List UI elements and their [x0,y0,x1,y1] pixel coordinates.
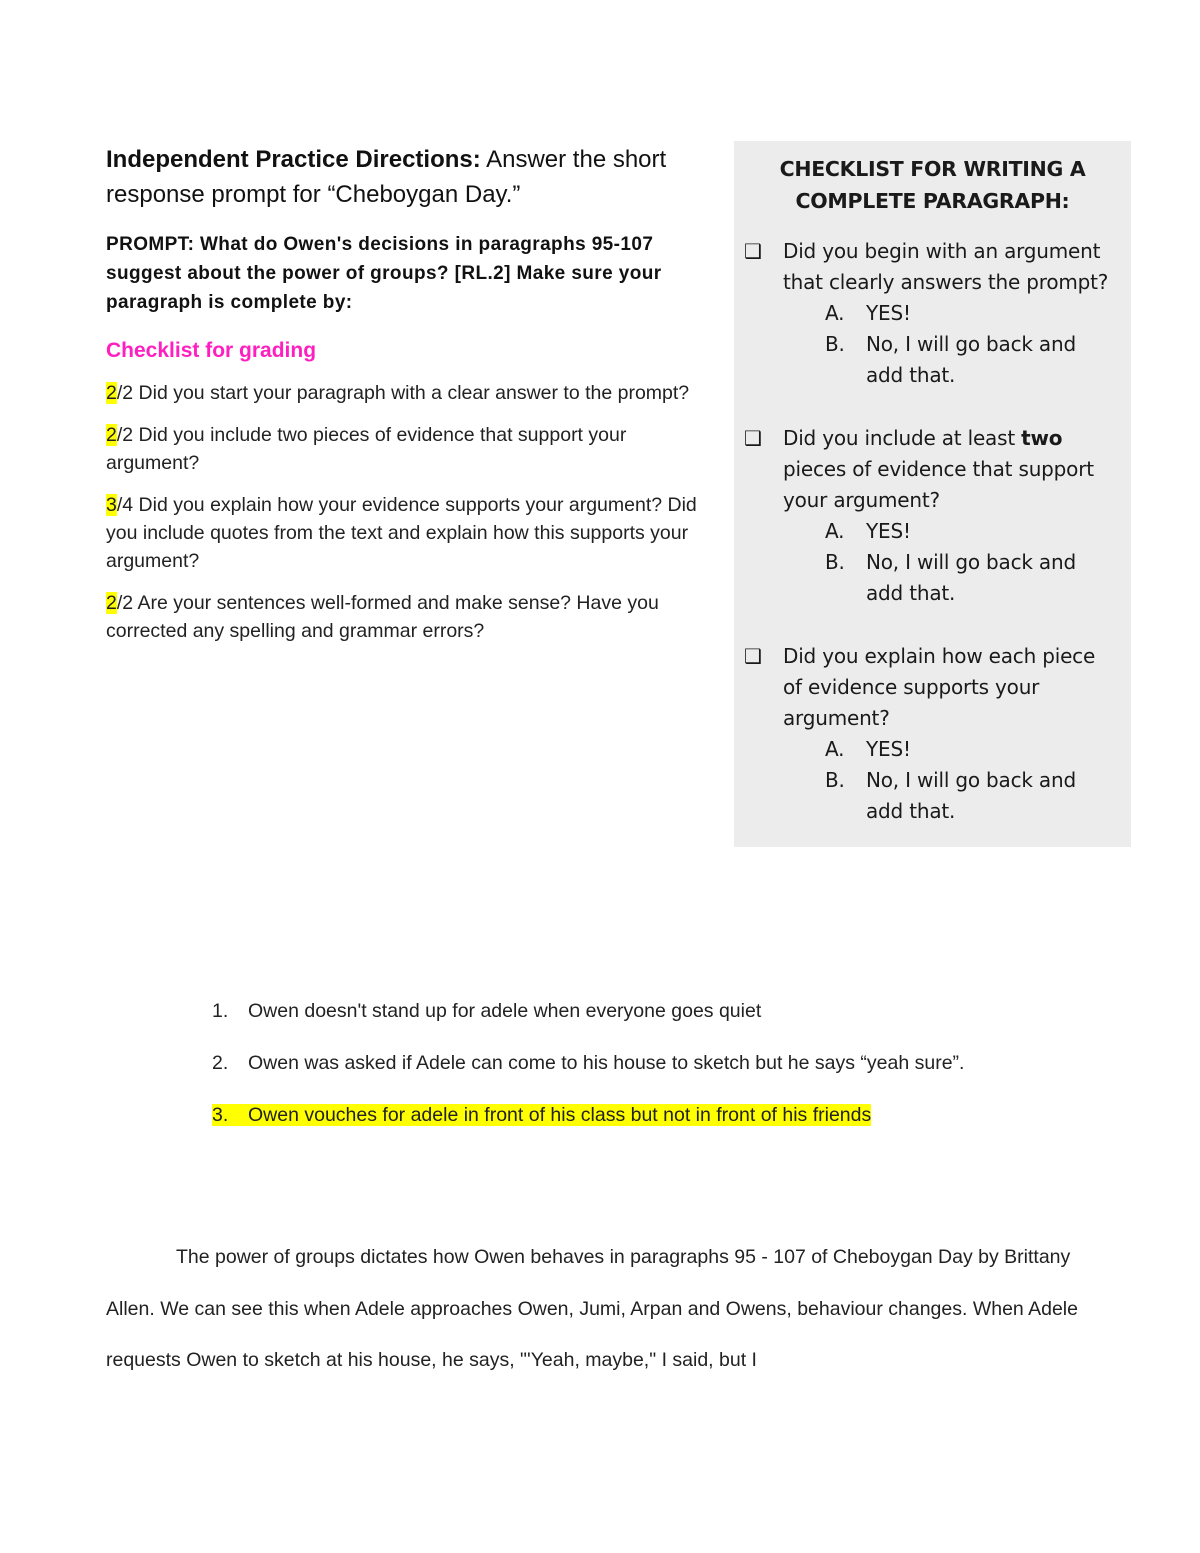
option-b [825,329,1134,391]
criterion-text: /2 Did you start your paragraph with a clear answer to the prompt? [116,382,690,404]
checklist-question-1 [744,236,1134,391]
checklist-title-line: COMPLETE PARAGRAPH: [795,189,1070,213]
question-line-plain: Did you include at least [783,426,1022,450]
option-text: No, I will go back and [866,332,1076,356]
option-letter: B. [825,550,845,574]
list-item [212,1048,1112,1078]
score-highlight: 2 [106,592,117,614]
score-highlight: 2 [106,382,117,404]
question-text [783,423,1134,516]
option-letter: A. [825,519,845,543]
left-column [106,142,721,645]
option-a [825,734,1134,765]
option-text: YES! [866,519,911,543]
checklist-title-line: CHECKLIST FOR WRITING A [779,157,1086,181]
prompt: PROMPT: What do Owen's decisions in paragraphs 95-107 suggest about the power of groups? [RL.2] Make sure your paragraph is complete by: [106,234,662,313]
list-number: 3. [212,1104,229,1126]
option-b [825,765,1134,827]
option-letter: B. [825,332,845,356]
checklist-question-2 [744,423,1134,609]
question-text [783,236,1134,298]
directions [106,142,721,212]
criterion-text: /4 Did you explain how your evidence supports your argument? Did you include quotes from the text and explain how this supports your argument? [106,494,697,572]
list-text: Owen was asked if Adele can come to his house to sketch but he says “yeah sure”. [248,1052,965,1074]
essay-paragraph: The power of groups dictates how Owen behaves in paragraphs 95 - 107 of Cheboygan Day by Brittany Allen. We can see this when Adele approaches Owen, Jumi, Arpan and Owens, behaviour changes. When Adele requests Owen to sketch at his house, he says, "'Yeah, maybe," I said, but I [106,1246,1078,1371]
criterion-text: /2 Are your sentences well-formed and make sense? Have you corrected any spelling and grammar errors? [106,592,659,642]
option-a [825,516,1134,547]
checklist-title [734,153,1131,217]
option-letter: B. [825,768,845,792]
highlighted-text [212,1104,871,1126]
question-line: of evidence supports your [783,675,1040,699]
criterion-4 [106,589,721,645]
option-text: YES! [866,301,911,325]
option-text: No, I will go back and [866,768,1076,792]
question-line: pieces of evidence that support [783,457,1094,481]
question-line: argument? [783,706,890,730]
evidence-list [212,996,1112,1152]
criterion-2 [106,421,721,477]
score-highlight: 2 [106,424,117,446]
directions-label: Independent Practice Directions: [106,146,481,173]
checkbox-icon: ❑ [744,644,762,668]
criterion-1 [106,379,721,407]
list-number: 2. [212,1052,229,1074]
list-item [212,996,1112,1026]
list-text: Owen vouches for adele in front of his class but not in front of his friends [248,1104,872,1126]
criterion-3 [106,491,721,575]
option-text: YES! [866,737,911,761]
question-line: Did you explain how each piece [783,644,1096,668]
option-b [825,547,1134,609]
option-a [825,298,1134,329]
list-item-highlighted [212,1100,1112,1130]
score-highlight: 3 [106,494,117,516]
list-text: Owen doesn't stand up for adele when everyone goes quiet [248,1000,762,1022]
criterion-text: /2 Did you include two pieces of evidence that support your argument? [106,424,627,474]
grading-title: Checklist for grading [106,339,317,362]
option-text: add that. [866,799,956,823]
checkbox-icon: ❑ [744,426,762,450]
question-line-bold: two [1021,426,1063,450]
checkbox-icon: ❑ [744,239,762,263]
question-line: your argument? [783,488,940,512]
checklist-question-3 [744,641,1134,827]
option-letter: A. [825,737,845,761]
list-number: 1. [212,1000,229,1022]
option-text: No, I will go back and [866,550,1076,574]
directions-text: Answer the short response prompt for “Cheboygan Day.” [106,146,667,208]
option-text: add that. [866,581,956,605]
option-text: add that. [866,363,956,387]
question-line [783,423,1134,454]
option-letter: A. [825,301,845,325]
question-text [783,641,1134,734]
checklist-box [734,141,1131,847]
question-line: Did you begin with an argument [783,239,1101,263]
question-line: that clearly answers the prompt? [783,270,1109,294]
